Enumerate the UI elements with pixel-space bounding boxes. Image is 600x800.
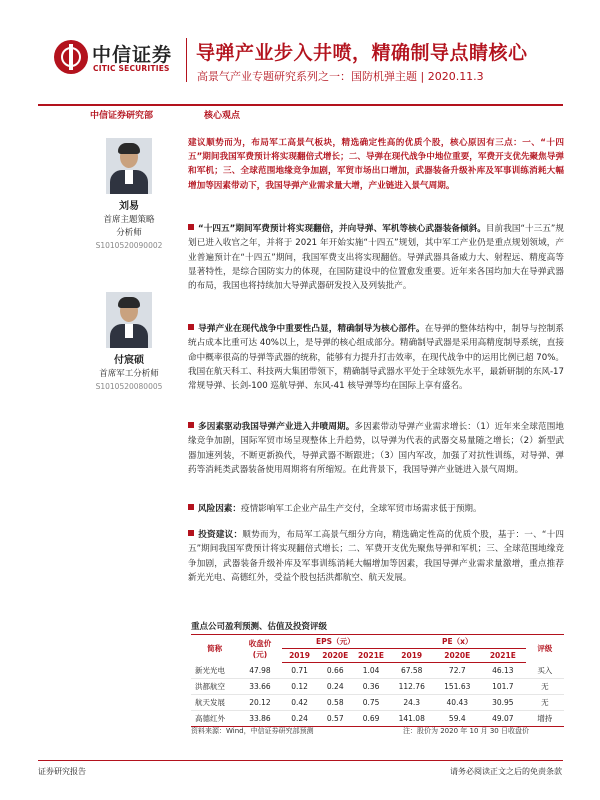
paragraph-heading: 风险因素： — [198, 504, 241, 514]
cell-pe: 151.63 — [435, 679, 481, 695]
cell-name: 高德红外 — [191, 711, 238, 727]
logo-en: CITIC SECURITIES — [93, 64, 170, 73]
bullet-square-icon — [188, 504, 194, 510]
body-paragraph — [188, 222, 564, 293]
cell-name: 洪都航空 — [191, 679, 238, 695]
bullet-square-icon — [188, 324, 194, 330]
analyst-role: 首席主题策略 — [103, 215, 155, 225]
col-header-pe: PE（x） — [389, 635, 526, 649]
cell-eps: 0.12 — [282, 679, 318, 695]
cell-price: 20.12 — [238, 695, 282, 711]
report-title: 导弹产业步入井喷，精确制导点睛核心 — [196, 42, 528, 64]
analyst-photo — [106, 292, 152, 348]
cell-eps: 0.36 — [353, 679, 389, 695]
cell-name: 航天发展 — [191, 695, 238, 711]
header-rule — [38, 104, 563, 106]
paragraph-heading: “十四五”期间军费预计将实现翻倍，并向导弹、军机等核心武器装备倾斜。 — [198, 224, 486, 234]
source-note: 资料来源：Wind，中信证券研究部预测 — [191, 727, 314, 735]
cell-price: 33.66 — [238, 679, 282, 695]
analyst-role-2: 分析师 — [116, 228, 142, 238]
col-header-year: 2020E — [317, 649, 353, 663]
cell-rating: 无 — [526, 679, 564, 695]
report-subtitle: 高景气产业专题研究系列之一：国防机弹主题 | 2020.11.3 — [197, 70, 484, 83]
citic-logo-icon — [54, 40, 88, 74]
analyst-name: 付宸硕 — [114, 355, 144, 366]
cell-eps: 0.58 — [317, 695, 353, 711]
footer-disclaimer: 请务必阅读正文之后的免责条款 — [450, 767, 562, 776]
bullet-square-icon — [188, 530, 194, 536]
header-divider — [186, 38, 187, 82]
cell-rating: 买入 — [526, 663, 564, 679]
cell-pe: 46.13 — [480, 663, 526, 679]
risk-paragraph — [188, 502, 564, 516]
paragraph-body: 顺势而为，布局军工高景气细分方向，精选确定性高的优质个股，基于：一、“十四五”期间我国军费预计将实现翻倍式增长；二、军费开支优先聚焦导弹和军机；三、全球范围地缘竞争加剧，武器装备升级补库及军事训练消耗大幅增加等因素，我国导弹产业需求量激增，重点推荐新光光电、高德红外，受益个股包括洪都航空、航天发展。 — [188, 530, 564, 583]
footer-report-type: 证券研究报告 — [38, 767, 86, 776]
cell-eps: 0.24 — [317, 679, 353, 695]
analyst-card — [74, 138, 184, 252]
col-header-price: 收盘价 (元) — [238, 635, 282, 663]
analyst-card — [74, 292, 184, 393]
cell-eps: 0.71 — [282, 663, 318, 679]
logo-cn: 中信证券 — [92, 44, 173, 66]
analyst-id: S1010520090002 — [95, 241, 163, 250]
paragraph-body: 目前我国“十三五”规划已进入收官之年，并将于 2021 年开始实施“十四五”规划，其中军工产业仍是重点规划领域，产业普遍预计在“十四五”期间，我国军费支出将实现翻倍。导弹武器具备威力大、射程远、精度高等显著特性，是综合国防实力的体现，在国防建设中的位置愈发重要。近年来各国均加大在导弹武器的布局，我国也将持续加大导弹武器研发投入及列装批产。 — [188, 224, 564, 292]
cell-pe: 67.58 — [389, 663, 435, 679]
analyst-role: 首席军工分析师 — [99, 369, 159, 379]
col-header-year: 2020E — [435, 649, 481, 663]
cell-eps: 0.69 — [353, 711, 389, 727]
paragraph-heading: 多因素驱动我国导弹产业进入井喷周期。 — [198, 422, 355, 432]
col-header-year: 2021E — [480, 649, 526, 663]
table-title: 重点公司盈利预测、估值及投资评级 — [191, 622, 328, 632]
paragraph-heading: 导弹产业在现代战争中重要性凸显，精确制导为核心部件。 — [198, 324, 425, 334]
cell-pe: 59.4 — [435, 711, 481, 727]
table-row — [191, 695, 564, 711]
paragraph-body: 多因素带动导弹产业需求增长：（1）近年来全球范围地缘竞争加剧，国际军贸市场呈现整体上升趋势，以导弹为代表的武器交易量随之增长；（2）新型武器加速列装，不断更新换代，导弹武器不断跟进；（3）国内军改，加强了对抗性训练，对导弹、弹药等消耗类武器装备使用周期将有所缩短。在此背景下，我国导弹产业链进入景气周期。 — [188, 422, 564, 475]
cell-pe: 24.3 — [389, 695, 435, 711]
col-header-year: 2021E — [353, 649, 389, 663]
cell-name: 新光光电 — [191, 663, 238, 679]
cell-eps: 0.57 — [317, 711, 353, 727]
col-header-year: 2019 — [282, 649, 318, 663]
cell-price: 47.98 — [238, 663, 282, 679]
paragraph-body: 疫情影响军工企业产品生产交付，全球军贸市场需求低于预期。 — [240, 504, 482, 514]
paragraph-heading: 投资建议： — [198, 530, 243, 540]
price-date-note: 注：股价为 2020 年 10 月 30 日收盘价 — [403, 727, 529, 735]
analyst-name: 刘易 — [119, 201, 139, 212]
core-view-label: 核心观点 — [204, 111, 241, 121]
cell-eps: 0.75 — [353, 695, 389, 711]
cell-pe: 72.7 — [435, 663, 481, 679]
cell-rating: 增持 — [526, 711, 564, 727]
table-row — [191, 663, 564, 679]
bullet-square-icon — [188, 422, 194, 428]
col-header-eps: EPS（元） — [282, 635, 389, 649]
table-source-note — [191, 726, 529, 736]
core-summary: 建议顺势而为，布局军工高景气板块，精选确定性高的优质个股，核心原因有三点：一、“十四五”期间我国军费预计将实现翻倍式增长；二、导弹在现代战争中地位重要，军费开支优先聚焦导弹和军机；三、全球范围地缘竞争加剧，军贸市场出口增加，武器装备升级补库及军事训练消耗大幅增加等因素带动下，我国导弹产业需求量大增，产业链进入景气周期。 — [188, 138, 564, 191]
cell-pe: 30.95 — [480, 695, 526, 711]
cell-eps: 1.04 — [353, 663, 389, 679]
report-header — [0, 0, 600, 92]
investment-paragraph — [188, 528, 564, 585]
bullet-square-icon — [188, 224, 194, 230]
cell-pe: 40.43 — [435, 695, 481, 711]
cell-eps: 0.42 — [282, 695, 318, 711]
table-row — [191, 679, 564, 695]
col-header-rating: 评级 — [526, 635, 564, 663]
col-header-year: 2019 — [389, 649, 435, 663]
forecast-table — [191, 634, 564, 727]
cell-rating: 无 — [526, 695, 564, 711]
body-paragraph — [188, 322, 564, 393]
cell-eps: 0.66 — [317, 663, 353, 679]
analyst-id: S1010520080005 — [95, 382, 163, 391]
footer-rule — [38, 760, 563, 761]
research-dept-label: 中信证券研究部 — [90, 111, 154, 121]
cell-pe: 49.07 — [480, 711, 526, 727]
cell-pe: 112.76 — [389, 679, 435, 695]
body-paragraph — [188, 420, 564, 477]
col-header-name: 简称 — [191, 635, 238, 663]
cell-pe: 101.7 — [480, 679, 526, 695]
cell-pe: 141.08 — [389, 711, 435, 727]
cell-price: 33.86 — [238, 711, 282, 727]
paragraph-body: 在导弹的整体结构中，制导与控制系统占成本比重可达 40%以上，是导弹的核心组成部分。精确制导武器是采用高精度制导系统，直接命中概率很高的导弹等武器的统称，能够有力提升打击效率，在现代战争中的运用比例已超 70%。我国在航天科工、科技两大集团带领下，精确制导武器水平处于全球领先水平，最新研制的东风-17常规导弹、长剑-100 巡航导弹、东风-41 核导弹等均在国际上享有盛名。 — [188, 324, 564, 392]
table-row — [191, 711, 564, 727]
analyst-photo — [106, 138, 152, 194]
cell-eps: 0.24 — [282, 711, 318, 727]
